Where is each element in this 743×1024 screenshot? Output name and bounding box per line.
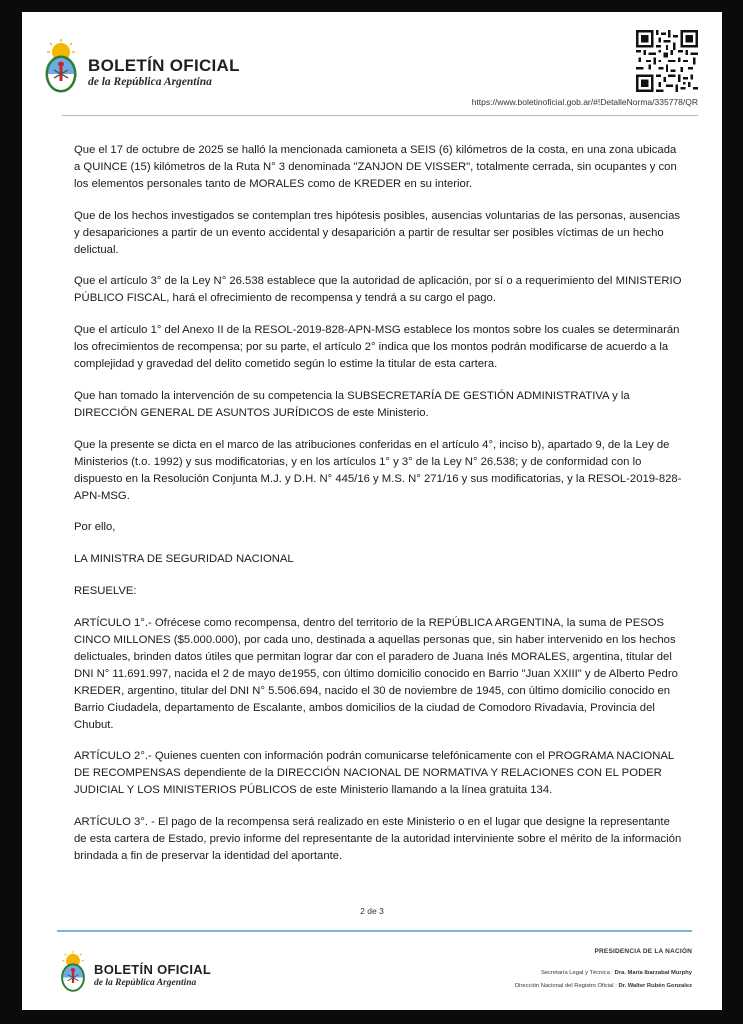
document-body <box>74 142 682 880</box>
qr-code-icon[interactable] <box>636 30 698 92</box>
paragraph: Por ello, <box>74 521 116 534</box>
footer-credit-row: Secretaría Legal y Técnica : Dra. María Ibarzabal Murphy <box>540 970 692 976</box>
coat-of-arms-icon <box>58 950 88 996</box>
document-page <box>22 12 722 1010</box>
credit-label: Dirección Nacional del Registro Oficial <box>514 983 614 989</box>
credit-name: Dr. Walter Rubén Gonzalez <box>618 983 692 989</box>
article-3: ARTÍCULO 3°. - El pago de la recompensa será realizado en este Ministerio o en el lugar que designe la representante de esta cartera de Estado, previo informe del representante de la autoridad interviniente sobre el mérito de la información brindada a fin de preservar la identidad del aportante. <box>74 816 682 862</box>
footer-divider <box>57 930 692 932</box>
paragraph: Que el artículo 3° de la Ley N° 26.538 establece que la autoridad de aplicación, por sí o a requerimiento del MINISTERIO PÚBLICO FISCAL, hará el ofrecimiento de recompensa y tendrá a su cargo el pago. <box>74 275 682 305</box>
header-title: BOLETÍN OFICIAL <box>88 56 240 75</box>
footer-credit-row: Dirección Nacional del Registro Oficial : Dr. Walter Rubén Gonzalez <box>514 983 692 989</box>
header-divider <box>62 115 698 116</box>
paragraph: Que de los hechos investigados se contemplan tres hipótesis posibles, ausencias voluntarias de las personas, ausencias y desapariciones a partir de un evento accidental y desaparición a partir de resultar ser posibles víctimas de un hecho delictual. <box>74 209 680 256</box>
paragraph: RESUELVE: <box>74 585 137 598</box>
norma-url-link[interactable]: https://www.boletinoficial.gob.ar/#!DetalleNorma/335778/QR <box>471 97 698 107</box>
footer-subtitle: de la República Argentina <box>94 978 197 988</box>
presidencia-label: PRESIDENCIA DE LA NACIÓN <box>594 948 692 955</box>
article-1: ARTÍCULO 1°.- Ofrécese como recompensa, dentro del territorio de la REPÚBLICA ARGENTINA, la suma de PESOS CINCO MILLONES ($5.000.000), por cada uno, destinada a aquellas personas que, sin haber intervenido en los hechos delictuales, brinden datos útiles que permitan lograr dar con el paradero de Juana Inés MORALES, argentina, titular del DNI N° 11.691.997, nacida el 2 de mayo de1955, con último domicilio conocido en Barrio "Juan XXIII" y de Alberto Pedro KREDER, argentino, titular del DNI N° 5.506.694, nacido el 30 de noviembre de 1945, con último domicilio conocido en Barrio Ciudadela, departamento de Escalante, ambos domicilios de la ciudad de Comodoro Rivadavia, Provincia del Chubut. <box>74 617 678 731</box>
paragraph: Que han tomado la intervención de su competencia la SUBSECRETARÍA DE GESTIÓN ADMINISTRATIVA y la DIRECCIÓN GENERAL DE ASUNTOS JURÍDICOS de este Ministerio. <box>74 389 630 419</box>
credit-name: Dra. María Ibarzabal Murphy <box>614 970 692 976</box>
article-2: ARTÍCULO 2°.- Quienes cuenten con información podrán comunicarse telefónicamente con el PROGRAMA NACIONAL DE RECOMPENSAS dependiente de la DIRECCIÓN NACIONAL DE NORMATIVA Y RELACIONES CON EL PODER JUDICIAL Y LOS MINISTERIOS PÚBLICOS de este Ministerio llamando a la línea gratuita 134. <box>74 750 674 797</box>
paragraph: LA MINISTRA DE SEGURIDAD NACIONAL <box>74 553 294 566</box>
header-subtitle: de la República Argentina <box>88 76 212 88</box>
footer-credits <box>515 948 692 993</box>
footer-title: BOLETÍN OFICIAL <box>94 962 212 977</box>
page-number: 2 de 3 <box>360 906 384 916</box>
coat-of-arms-icon <box>42 38 80 98</box>
credit-label: Secretaría Legal y Técnica <box>540 970 610 976</box>
paragraph: Que el artículo 1° del Anexo II de la RESOL-2019-828-APN-MSG establece los montos sobre los cuales se determinarán los ofrecimientos de recompensa; por su parte, el artículo 2° indica que los montos podrán modificarse de acuerdo a la complejidad y gravedad del delito cometido según lo estime la titular de esta cartera. <box>74 324 680 371</box>
paragraph: Que la presente se dicta en el marco de las atribuciones conferidas en el artículo 4°, inciso b), apartado 9, de la Ley de Ministerios (t.o. 1992) y sus modificatorias, y en los artículos 1° y 3° de la Ley N° 26.538; y de conformidad con lo dispuesto en la Resolución Conjunta M.J. y D.H. N° 445/16 y M.S. N° 271/16 y sus modificatorias, y la RESOL-2019-828-APN-MSG. <box>74 438 682 502</box>
paragraph: Que el 17 de octubre de 2025 se halló la mencionada camioneta a SEIS (6) kilómetros de la costa, en una zona ubicada a QUINCE (15) kilómetros de la Ruta N° 3 denominada "ZANJON DE VISSER", totalmente cerrada, sin ocupantes y con los elementos personales tanto de MORALES como de KREDER en su interior. <box>74 144 677 190</box>
